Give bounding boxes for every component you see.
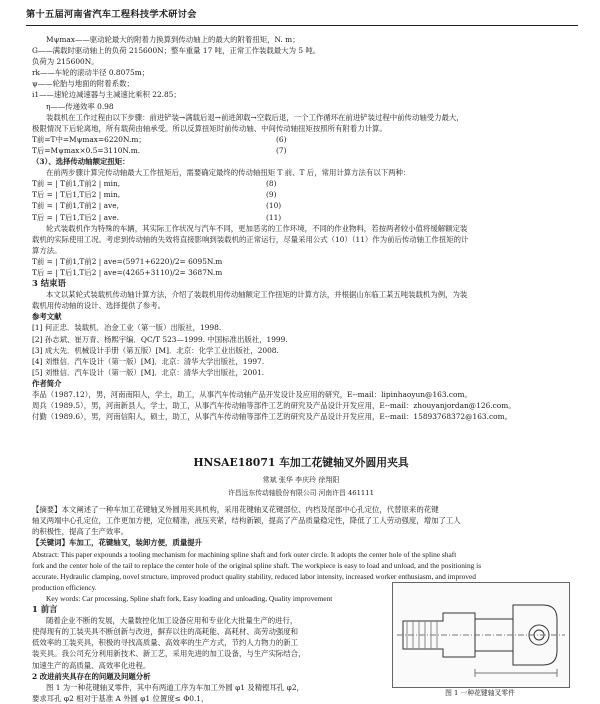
- paragraph-line: 极限情况下后轮离地，所有载荷由轴承受。所以反算扭矩时前传动轴、中间传动轴扭矩按照所有附着力计算。: [32, 123, 387, 133]
- abstract-en-line: production efficiency.: [32, 582, 97, 592]
- equation-10: [32, 200, 570, 211]
- reference-item: [3] 成大先．机械设计手册（第五版）[M]．北京：化学工业出版社，2008.: [32, 345, 279, 355]
- paragraph-line: 本文以某轮式装载机传动轴计算方法，介绍了装载机用传动轴额定工作扭矩的计算方法，并根据山东临工某五吨装载机为例，为装: [46, 290, 468, 300]
- abstract-en-line: fork and the center hole of the tail to replace the center hole of the original spline shaft. The workpiece is easy to load and unload, and the positioning is: [32, 560, 482, 570]
- equation-text: T后=Mψmax×0.5=3110N.m.: [32, 145, 141, 155]
- abstract-cn-line: 的积极性，提高了生产效率。: [32, 527, 129, 537]
- references-heading: 参考文献: [32, 312, 62, 322]
- article-affiliation: 许昌远东传动轴股份有限公司 河南许昌 461111: [228, 489, 374, 498]
- subsection-heading: （3）、选择传动轴额定扭矩：: [32, 157, 130, 167]
- reference-item: [4] 刘惟信．汽车设计（第一版）[M]．北京：清华大学出版社，1997.: [32, 356, 265, 366]
- definition-line: i1——速轮边减速器与主减速比乘积 22.85；: [32, 90, 181, 100]
- paragraph-line: 轮式装载机作为特殊的车辆，其实际工作状况与汽车不同，更加恶劣的工作环境，不同的作业物料，若按两者较小值将缓解额定装: [46, 223, 468, 233]
- paragraph-line: 低效率的工装夹具，积极的寻找高质量、高效率的生产方式，节约人力物力的新工: [32, 638, 299, 648]
- paragraph-line: 随着企业不断的发展，大量数控化加工设备应用和专业化大批量生产的进行，: [46, 616, 298, 626]
- equation-number: (11): [266, 212, 282, 222]
- abstract-cn-line: 【摘要】本文阐述了一种车加工花键轴叉外圆用夹具机构，采用花键轴叉花键部位、内档及尾部中心孔定位，代替原来的花键: [32, 505, 439, 515]
- result-equation: T后 = | T后1,T后2 | ave=(4265+3110)/2= 3687N.m: [32, 267, 223, 277]
- equation-number: (7): [276, 145, 287, 155]
- definition-line: Mψmax——驱动轮最大的附着力换算到传动轴上的最大的附着扭矩，N. m；: [46, 35, 300, 44]
- equation-8: [32, 178, 570, 189]
- definition-line: η——传递效率 0.98: [46, 101, 114, 111]
- author-bio: 付勤（1989.6），男，河南信阳人，硕士，助工，从事汽车传动轴等部件工艺的研究及产品设计开发应用，E--mail：15893768372@163.com。: [32, 412, 512, 422]
- paragraph-line: 算方法。: [32, 245, 62, 255]
- equation-11: [32, 212, 570, 223]
- section-heading-problems: 2 改进前夹具存在的问题及问题分析: [32, 671, 151, 681]
- equation-number: (8): [266, 179, 277, 189]
- paragraph-line: 载机用传动轴的设计、选择提供了参考。: [32, 301, 166, 311]
- paragraph-line: 图 1 为一种花键轴叉零件，其中有两道工序为车加工外圆 φ1 及精镗耳孔 φ2，: [46, 682, 304, 692]
- article-authors: 常斌 张华 李庆玲 徐翔阳: [262, 476, 340, 484]
- running-header: [26, 8, 578, 26]
- abstract-en-line: accurate. Hydraulic clamping, novel structure, improved product quality stability, reduced labor intensity, increased worker enthusiasm, and improved: [32, 571, 476, 581]
- article-1-body: [32, 34, 570, 422]
- abstract-cn-line: 轴叉两端中心孔定位，工作更加方便，定位精准，液压夹紧，结构新颖，提高了产品质量稳定性，降低了工人劳动强度，增加了工人: [32, 516, 461, 526]
- equation-text: T后 = | T后1,T后2 | min,: [32, 190, 121, 200]
- author-bio: 李品（1987.12），男，河南南阳人，学士，助工，从事汽车传动轴产品开发设计及应用的研究，E--mail：lipinhaoyun@163.com。: [32, 390, 472, 399]
- definition-line: ψ——轮胎与地面的附着系数；: [32, 79, 134, 89]
- paragraph-line: 在前两步骤计算完传动轴最大工作扭矩后，需要确定最终的传动轴扭矩 T 前、T 后，常用计算方法有以下两种：: [46, 168, 411, 178]
- equation-9: [32, 189, 570, 200]
- definition-line: G——满载时驱动轴上的负荷 215600N；整车重量 17 吨，正常工作装载最大为 5 吨。: [32, 46, 321, 56]
- keywords-cn: 【关键词】车加工，花键轴叉，装卸方便，质量提升: [32, 538, 202, 548]
- equation-7: [32, 145, 570, 156]
- equation-number: (10): [266, 201, 282, 211]
- equation-text: T前 = | T前1,T前2 | min,: [32, 179, 121, 189]
- paragraph-line: 装载机在工作过程由以下步骤：前进铲装→满载后退→前进卸载→空载后退，一个工作循环在前进铲装过程中前传动轴受力最大，: [46, 112, 464, 122]
- abstract-en-line: Abstract: This paper expounds a tooling mechanism for machining spline shaft and fork outer circle. It adopts the center hole of the spline shaft: [32, 549, 457, 559]
- figure-1: [392, 582, 570, 688]
- article-title: HNSAE18071 车加工花键轴叉外圆用夹具: [193, 456, 409, 469]
- equation-text: T前 = | T前1,T前2 | ave,: [32, 201, 119, 211]
- keywords-en: Key words: Car processing, Spline shaft fork, Easy loading and unloading, Quality improvement: [46, 593, 333, 603]
- section-heading-intro: 1 前言: [32, 604, 58, 615]
- section-heading-conclusion: 3 结束语: [32, 278, 66, 289]
- paragraph-line: 使得现有的工装夹具不断创新与改进，摒弃以往的高耗能、高耗材、高劳动强度和: [32, 627, 299, 637]
- equation-text: T前=T中=Mψmax=6220N.m；: [32, 134, 146, 144]
- paragraph-line: 加速生产的高质量、高效率化进程。: [32, 660, 151, 670]
- reference-item: [2] 孙志斌、崔万青、杨熙宇编．QC/T 523—1999. 中国标准出版社，1999.: [32, 334, 288, 344]
- spline-shaft-fork-drawing: [393, 583, 569, 687]
- result-equation: T前 = | T前1,T前2 | ave=(5971+6220)/2= 6095N.m: [32, 256, 223, 266]
- reference-item: [1] 何正忠．装载机．冶金工业（第一版）出版社，1998.: [32, 323, 222, 333]
- author-heading: 作者简介: [32, 378, 62, 388]
- equation-6: [32, 134, 570, 145]
- header-title: 第十五届河南省汽车工程科技学术研讨会: [26, 9, 197, 20]
- paragraph-line: 装夹具。我公司充分利用新技术、新工艺，采用先进的加工设备，与生产实际结合，: [32, 649, 306, 659]
- paragraph-line: 要求耳孔 φ2 相对于基准 A 外圆 φ1 位置度≤ Φ0.1，: [32, 693, 209, 703]
- author-bio: 周兵（1989.5），男，河南新县人，学士，助工，从事汽车传动轴等部件工艺的研究及产品设计开发应用，E--mail：zhouyanjordan@126.com。: [32, 401, 516, 411]
- equation-number: (9): [266, 190, 277, 200]
- figure-caption: 图 1 一种花键轴叉零件: [445, 689, 515, 697]
- paragraph-line: 载机的实际使用工况。考虑到传动轴的失效将直接影响到装载机的正常运行，尽量采用公式（10）（11）作为前后传动轴工作扭矩的计: [32, 234, 469, 244]
- definition-line: 负荷为 215600N。: [32, 57, 99, 67]
- equation-text: T后 = | T后1,T后2 | ave.: [32, 212, 119, 222]
- definition-line: rk——车轮的滚动半径 0.8075m；: [32, 68, 150, 78]
- equation-number: (6): [276, 134, 287, 144]
- reference-item: [5] 刘惟信．汽车设计（第一版）[M]．北京：清华大学出版社，2001.: [32, 367, 265, 377]
